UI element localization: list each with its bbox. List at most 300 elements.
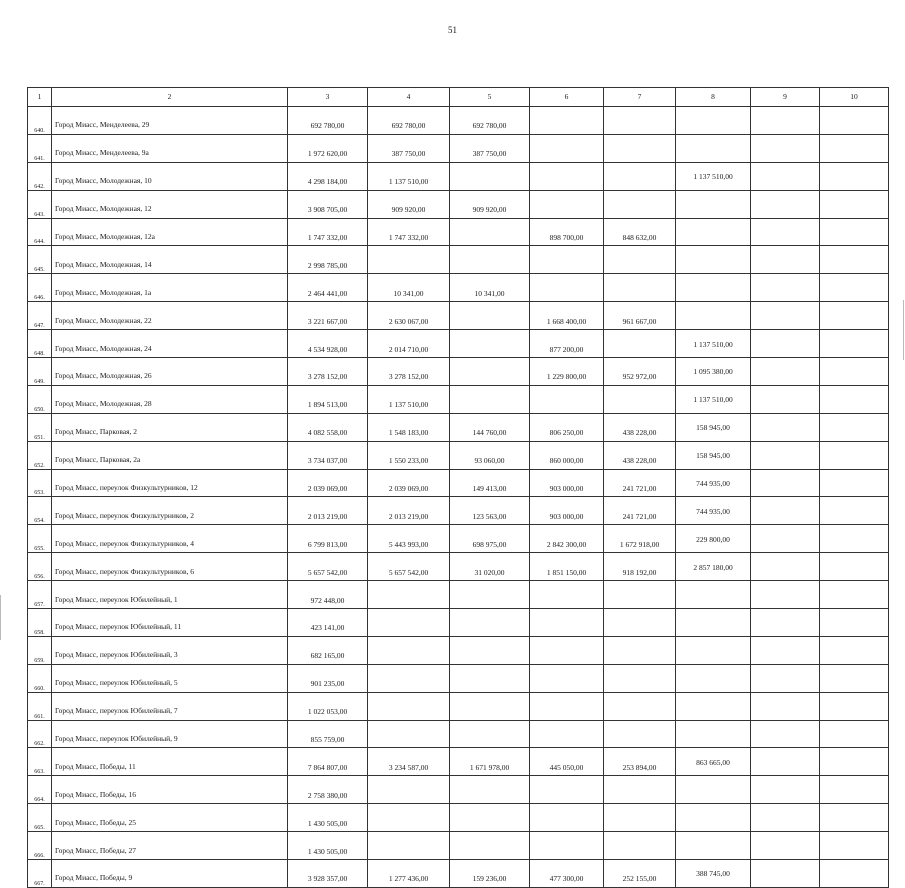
value-cell-col-5: 698 975,00: [450, 525, 530, 553]
value-cell-col-9: [751, 776, 820, 804]
value-cell-col-4: [368, 804, 450, 832]
value-cell-col-5: 149 413,00: [450, 469, 530, 497]
value-cell-col-7: [604, 581, 676, 609]
value-cell-col-7: [604, 804, 676, 832]
value-cell-col-4: 2 630 067,00: [368, 302, 450, 330]
value-cell-col-4: 1 747 332,00: [368, 218, 450, 246]
value-cell-col-4: [368, 720, 450, 748]
value-cell-col-5: 144 760,00: [450, 413, 530, 441]
value-cell-col-7: 253 894,00: [604, 748, 676, 776]
row-number-cell: 665.: [28, 804, 52, 832]
value-cell-col-5: 159 236,00: [450, 860, 530, 888]
row-number-cell: 655.: [28, 525, 52, 553]
value-cell-col-7: [604, 330, 676, 358]
table-row: [28, 246, 889, 274]
value-cell-col-4: [368, 776, 450, 804]
value-cell-col-4: 10 341,00: [368, 274, 450, 302]
value-cell-col-5: [450, 218, 530, 246]
address-cell: Город Миасс, переулок Физкультурников, 6: [52, 553, 288, 581]
header-cell: 8: [676, 88, 751, 107]
value-cell-col-4: 1 277 436,00: [368, 860, 450, 888]
table-row: [28, 720, 889, 748]
value-cell-col-10: [820, 330, 889, 358]
value-cell-col-3: 1 972 620,00: [288, 134, 368, 162]
value-cell-col-10: [820, 302, 889, 330]
table-row: [28, 692, 889, 720]
value-cell-col-3: 692 780,00: [288, 107, 368, 135]
value-cell-col-7: [604, 190, 676, 218]
address-cell: Город Миасс, Победы, 9: [52, 860, 288, 888]
value-cell-col-3: 2 464 441,00: [288, 274, 368, 302]
value-cell-col-4: 2 039 069,00: [368, 469, 450, 497]
value-cell-col-10: [820, 107, 889, 135]
address-cell: Город Миасс, Победы, 11: [52, 748, 288, 776]
table-row: [28, 190, 889, 218]
address-cell: Город Миасс, переулок Физкультурников, 2: [52, 497, 288, 525]
address-cell: Город Миасс, Победы, 16: [52, 776, 288, 804]
value-cell-col-4: [368, 636, 450, 664]
value-cell-col-7: [604, 134, 676, 162]
table-row: [28, 218, 889, 246]
table-row: [28, 581, 889, 609]
value-cell-col-6: 903 000,00: [530, 497, 604, 525]
value-cell-col-8: 158 945,00: [676, 413, 751, 441]
row-number-cell: 658.: [28, 609, 52, 637]
value-cell-col-9: [751, 609, 820, 637]
value-cell-col-4: [368, 246, 450, 274]
address-cell: Город Миасс, переулок Юбилейный, 9: [52, 720, 288, 748]
row-number-cell: 662.: [28, 720, 52, 748]
value-cell-col-7: [604, 636, 676, 664]
value-cell-col-5: [450, 609, 530, 637]
value-cell-col-5: [450, 162, 530, 190]
value-cell-col-5: 692 780,00: [450, 107, 530, 135]
value-cell-col-7: 252 155,00: [604, 860, 676, 888]
value-cell-col-4: 3 278 152,00: [368, 358, 450, 386]
row-number-cell: 646.: [28, 274, 52, 302]
header-cell: 3: [288, 88, 368, 107]
value-cell-col-6: 860 000,00: [530, 441, 604, 469]
value-cell-col-8: 158 945,00: [676, 441, 751, 469]
header-cell: 7: [604, 88, 676, 107]
value-cell-col-3: 1 430 505,00: [288, 804, 368, 832]
table-row: [28, 134, 889, 162]
header-cell: 1: [28, 88, 52, 107]
value-cell-col-3: 5 657 542,00: [288, 553, 368, 581]
row-number-cell: 659.: [28, 636, 52, 664]
value-cell-col-7: 1 672 918,00: [604, 525, 676, 553]
row-number-cell: 645.: [28, 246, 52, 274]
table-row: [28, 274, 889, 302]
value-cell-col-8: [676, 581, 751, 609]
value-cell-col-9: [751, 469, 820, 497]
table-row: [28, 107, 889, 135]
value-cell-col-6: [530, 776, 604, 804]
value-cell-col-3: 1 894 513,00: [288, 385, 368, 413]
row-number-cell: 649.: [28, 358, 52, 386]
value-cell-col-5: [450, 664, 530, 692]
value-cell-col-9: [751, 525, 820, 553]
value-cell-col-5: [450, 385, 530, 413]
value-cell-col-6: 898 700,00: [530, 218, 604, 246]
value-cell-col-8: [676, 636, 751, 664]
value-cell-col-10: [820, 469, 889, 497]
value-cell-col-5: 909 920,00: [450, 190, 530, 218]
value-cell-col-6: [530, 664, 604, 692]
value-cell-col-7: 438 228,00: [604, 441, 676, 469]
value-cell-col-3: 855 759,00: [288, 720, 368, 748]
address-cell: Город Миасс, переулок Юбилейный, 1: [52, 581, 288, 609]
table-row: [28, 832, 889, 860]
row-number-cell: 660.: [28, 664, 52, 692]
value-cell-col-6: [530, 162, 604, 190]
value-cell-col-7: 241 721,00: [604, 497, 676, 525]
value-cell-col-6: [530, 385, 604, 413]
value-cell-col-10: [820, 358, 889, 386]
value-cell-col-5: [450, 804, 530, 832]
address-cell: Город Миасс, Парковая, 2а: [52, 441, 288, 469]
value-cell-col-8: 2 857 180,00: [676, 553, 751, 581]
value-cell-col-8: 1 095 380,00: [676, 358, 751, 386]
value-cell-col-6: [530, 609, 604, 637]
value-cell-col-6: 1 668 400,00: [530, 302, 604, 330]
value-cell-col-6: 1 229 800,00: [530, 358, 604, 386]
address-cell: Город Миасс, переулок Юбилейный, 3: [52, 636, 288, 664]
value-cell-col-4: 2 013 219,00: [368, 497, 450, 525]
header-cell: 2: [52, 88, 288, 107]
value-cell-col-3: 4 082 558,00: [288, 413, 368, 441]
value-cell-col-3: 4 298 184,00: [288, 162, 368, 190]
value-cell-col-4: 692 780,00: [368, 107, 450, 135]
value-cell-col-10: [820, 776, 889, 804]
value-cell-col-10: [820, 497, 889, 525]
value-cell-col-9: [751, 804, 820, 832]
value-cell-col-6: 2 842 300,00: [530, 525, 604, 553]
value-cell-col-3: 7 864 807,00: [288, 748, 368, 776]
value-cell-col-9: [751, 636, 820, 664]
value-cell-col-6: [530, 190, 604, 218]
value-cell-col-8: [676, 218, 751, 246]
address-cell: Город Миасс, Молодежная, 24: [52, 330, 288, 358]
row-number-cell: 640.: [28, 107, 52, 135]
value-cell-col-8: 744 935,00: [676, 469, 751, 497]
value-cell-col-8: [676, 720, 751, 748]
page-number: 51: [448, 25, 457, 35]
row-number-cell: 666.: [28, 832, 52, 860]
value-cell-col-8: [676, 302, 751, 330]
value-cell-col-6: 477 300,00: [530, 860, 604, 888]
row-number-cell: 661.: [28, 692, 52, 720]
table-body: [28, 107, 889, 888]
value-cell-col-6: 903 000,00: [530, 469, 604, 497]
value-cell-col-8: 229 800,00: [676, 525, 751, 553]
value-cell-col-4: 1 548 183,00: [368, 413, 450, 441]
value-cell-col-8: [676, 107, 751, 135]
value-cell-col-4: 387 750,00: [368, 134, 450, 162]
value-cell-col-6: 445 050,00: [530, 748, 604, 776]
table-row: [28, 636, 889, 664]
table-row: [28, 497, 889, 525]
value-cell-col-5: 1 671 978,00: [450, 748, 530, 776]
address-cell: Город Миасс, переулок Физкультурников, 12: [52, 469, 288, 497]
value-cell-col-9: [751, 358, 820, 386]
value-cell-col-4: [368, 692, 450, 720]
value-cell-col-7: [604, 720, 676, 748]
value-cell-col-8: 863 665,00: [676, 748, 751, 776]
value-cell-col-7: [604, 246, 676, 274]
table-header-row: [28, 88, 889, 107]
value-cell-col-8: [676, 274, 751, 302]
value-cell-col-10: [820, 860, 889, 888]
value-cell-col-6: 806 250,00: [530, 413, 604, 441]
address-cell: Город Миасс, Менделеева, 29: [52, 107, 288, 135]
value-cell-col-7: [604, 776, 676, 804]
row-number-cell: 644.: [28, 218, 52, 246]
value-cell-col-9: [751, 692, 820, 720]
value-cell-col-6: 877 200,00: [530, 330, 604, 358]
value-cell-col-9: [751, 720, 820, 748]
value-cell-col-4: [368, 664, 450, 692]
row-number-cell: 647.: [28, 302, 52, 330]
value-cell-col-8: 1 137 510,00: [676, 385, 751, 413]
value-cell-col-6: [530, 804, 604, 832]
value-cell-col-4: [368, 609, 450, 637]
header-cell: 10: [820, 88, 889, 107]
value-cell-col-8: [676, 609, 751, 637]
value-cell-col-9: [751, 860, 820, 888]
value-cell-col-10: [820, 441, 889, 469]
address-cell: Город Миасс, Молодежная, 12: [52, 190, 288, 218]
table-row: [28, 860, 889, 888]
value-cell-col-7: [604, 107, 676, 135]
row-number-cell: 667.: [28, 860, 52, 888]
value-cell-col-10: [820, 664, 889, 692]
row-number-cell: 650.: [28, 385, 52, 413]
table-row: [28, 302, 889, 330]
row-number-cell: 664.: [28, 776, 52, 804]
data-table-container: [27, 87, 889, 888]
value-cell-col-7: [604, 385, 676, 413]
data-table: [27, 87, 889, 888]
value-cell-col-9: [751, 413, 820, 441]
value-cell-col-4: 5 657 542,00: [368, 553, 450, 581]
value-cell-col-8: [676, 832, 751, 860]
value-cell-col-3: 6 799 813,00: [288, 525, 368, 553]
value-cell-col-3: 1 022 053,00: [288, 692, 368, 720]
value-cell-col-3: 901 235,00: [288, 664, 368, 692]
value-cell-col-9: [751, 107, 820, 135]
value-cell-col-10: [820, 553, 889, 581]
value-cell-col-8: [676, 692, 751, 720]
table-row: [28, 162, 889, 190]
value-cell-col-7: 241 721,00: [604, 469, 676, 497]
value-cell-col-9: [751, 497, 820, 525]
value-cell-col-5: 10 341,00: [450, 274, 530, 302]
value-cell-col-6: [530, 720, 604, 748]
address-cell: Город Миасс, Молодежная, 22: [52, 302, 288, 330]
address-cell: Город Миасс, переулок Юбилейный, 11: [52, 609, 288, 637]
value-cell-col-10: [820, 720, 889, 748]
value-cell-col-7: [604, 609, 676, 637]
row-number-cell: 648.: [28, 330, 52, 358]
value-cell-col-9: [751, 302, 820, 330]
table-row: [28, 748, 889, 776]
table-row: [28, 609, 889, 637]
value-cell-col-9: [751, 218, 820, 246]
value-cell-col-10: [820, 525, 889, 553]
value-cell-col-6: [530, 246, 604, 274]
value-cell-col-9: [751, 832, 820, 860]
address-cell: Город Миасс, переулок Юбилейный, 5: [52, 664, 288, 692]
row-number-cell: 656.: [28, 553, 52, 581]
table-row: [28, 385, 889, 413]
value-cell-col-5: [450, 358, 530, 386]
value-cell-col-7: [604, 162, 676, 190]
row-number-cell: 652.: [28, 441, 52, 469]
value-cell-col-8: 1 137 510,00: [676, 330, 751, 358]
value-cell-col-5: 31 020,00: [450, 553, 530, 581]
value-cell-col-10: [820, 748, 889, 776]
scan-edge-mark: [903, 300, 904, 360]
row-number-cell: 651.: [28, 413, 52, 441]
value-cell-col-8: [676, 134, 751, 162]
value-cell-col-8: 388 745,00: [676, 860, 751, 888]
value-cell-col-7: [604, 832, 676, 860]
header-cell: 5: [450, 88, 530, 107]
table-row: [28, 413, 889, 441]
header-cell: 9: [751, 88, 820, 107]
value-cell-col-4: [368, 832, 450, 860]
value-cell-col-9: [751, 553, 820, 581]
row-number-cell: 643.: [28, 190, 52, 218]
address-cell: Город Миасс, переулок Физкультурников, 4: [52, 525, 288, 553]
value-cell-col-9: [751, 441, 820, 469]
value-cell-col-9: [751, 385, 820, 413]
address-cell: Город Миасс, Парковая, 2: [52, 413, 288, 441]
value-cell-col-4: 5 443 993,00: [368, 525, 450, 553]
table-row: [28, 804, 889, 832]
value-cell-col-10: [820, 832, 889, 860]
value-cell-col-5: [450, 246, 530, 274]
value-cell-col-3: 423 141,00: [288, 609, 368, 637]
value-cell-col-9: [751, 246, 820, 274]
value-cell-col-5: [450, 832, 530, 860]
table-row: [28, 664, 889, 692]
value-cell-col-9: [751, 274, 820, 302]
value-cell-col-9: [751, 748, 820, 776]
value-cell-col-8: [676, 190, 751, 218]
value-cell-col-3: 2 039 069,00: [288, 469, 368, 497]
address-cell: Город Миасс, Молодежная, 10: [52, 162, 288, 190]
value-cell-col-3: 4 534 928,00: [288, 330, 368, 358]
table-row: [28, 358, 889, 386]
value-cell-col-8: [676, 664, 751, 692]
value-cell-col-5: [450, 330, 530, 358]
value-cell-col-8: 744 935,00: [676, 497, 751, 525]
value-cell-col-5: 123 563,00: [450, 497, 530, 525]
value-cell-col-3: 1 747 332,00: [288, 218, 368, 246]
table-row: [28, 441, 889, 469]
value-cell-col-6: [530, 692, 604, 720]
value-cell-col-3: 682 165,00: [288, 636, 368, 664]
value-cell-col-6: [530, 134, 604, 162]
address-cell: Город Миасс, Победы, 27: [52, 832, 288, 860]
value-cell-col-4: 2 014 710,00: [368, 330, 450, 358]
value-cell-col-8: [676, 246, 751, 274]
value-cell-col-5: [450, 720, 530, 748]
value-cell-col-7: 848 632,00: [604, 218, 676, 246]
value-cell-col-5: 387 750,00: [450, 134, 530, 162]
value-cell-col-10: [820, 190, 889, 218]
value-cell-col-7: [604, 274, 676, 302]
value-cell-col-4: [368, 581, 450, 609]
header-cell: 6: [530, 88, 604, 107]
value-cell-col-6: [530, 832, 604, 860]
address-cell: Город Миасс, Молодежная, 1а: [52, 274, 288, 302]
address-cell: Город Миасс, Менделеева, 9а: [52, 134, 288, 162]
value-cell-col-10: [820, 162, 889, 190]
table-row: [28, 776, 889, 804]
value-cell-col-7: 961 667,00: [604, 302, 676, 330]
value-cell-col-7: [604, 664, 676, 692]
value-cell-col-9: [751, 190, 820, 218]
value-cell-col-5: [450, 581, 530, 609]
value-cell-col-10: [820, 274, 889, 302]
value-cell-col-8: [676, 804, 751, 832]
value-cell-col-4: 1 550 233,00: [368, 441, 450, 469]
value-cell-col-9: [751, 664, 820, 692]
value-cell-col-9: [751, 581, 820, 609]
header-cell: 4: [368, 88, 450, 107]
value-cell-col-10: [820, 581, 889, 609]
value-cell-col-3: 3 908 705,00: [288, 190, 368, 218]
table-row: [28, 525, 889, 553]
value-cell-col-4: 909 920,00: [368, 190, 450, 218]
value-cell-col-4: 1 137 510,00: [368, 162, 450, 190]
row-number-cell: 654.: [28, 497, 52, 525]
value-cell-col-10: [820, 609, 889, 637]
value-cell-col-10: [820, 246, 889, 274]
value-cell-col-10: [820, 413, 889, 441]
value-cell-col-10: [820, 804, 889, 832]
address-cell: Город Миасс, Молодежная, 26: [52, 358, 288, 386]
value-cell-col-6: [530, 581, 604, 609]
value-cell-col-6: [530, 636, 604, 664]
value-cell-col-10: [820, 134, 889, 162]
value-cell-col-10: [820, 385, 889, 413]
value-cell-col-7: 952 972,00: [604, 358, 676, 386]
value-cell-col-10: [820, 218, 889, 246]
value-cell-col-3: 2 998 785,00: [288, 246, 368, 274]
scan-edge-mark: [0, 595, 1, 640]
value-cell-col-4: 1 137 510,00: [368, 385, 450, 413]
value-cell-col-5: [450, 692, 530, 720]
value-cell-col-5: [450, 636, 530, 664]
value-cell-col-3: 1 430 505,00: [288, 832, 368, 860]
value-cell-col-3: 3 734 037,00: [288, 441, 368, 469]
value-cell-col-5: 93 060,00: [450, 441, 530, 469]
value-cell-col-3: 2 013 219,00: [288, 497, 368, 525]
value-cell-col-9: [751, 330, 820, 358]
table-row: [28, 330, 889, 358]
value-cell-col-3: 2 758 380,00: [288, 776, 368, 804]
address-cell: Город Миасс, Молодежная, 12а: [52, 218, 288, 246]
value-cell-col-5: [450, 776, 530, 804]
value-cell-col-10: [820, 636, 889, 664]
value-cell-col-7: 438 228,00: [604, 413, 676, 441]
value-cell-col-5: [450, 302, 530, 330]
address-cell: Город Миасс, Победы, 25: [52, 804, 288, 832]
